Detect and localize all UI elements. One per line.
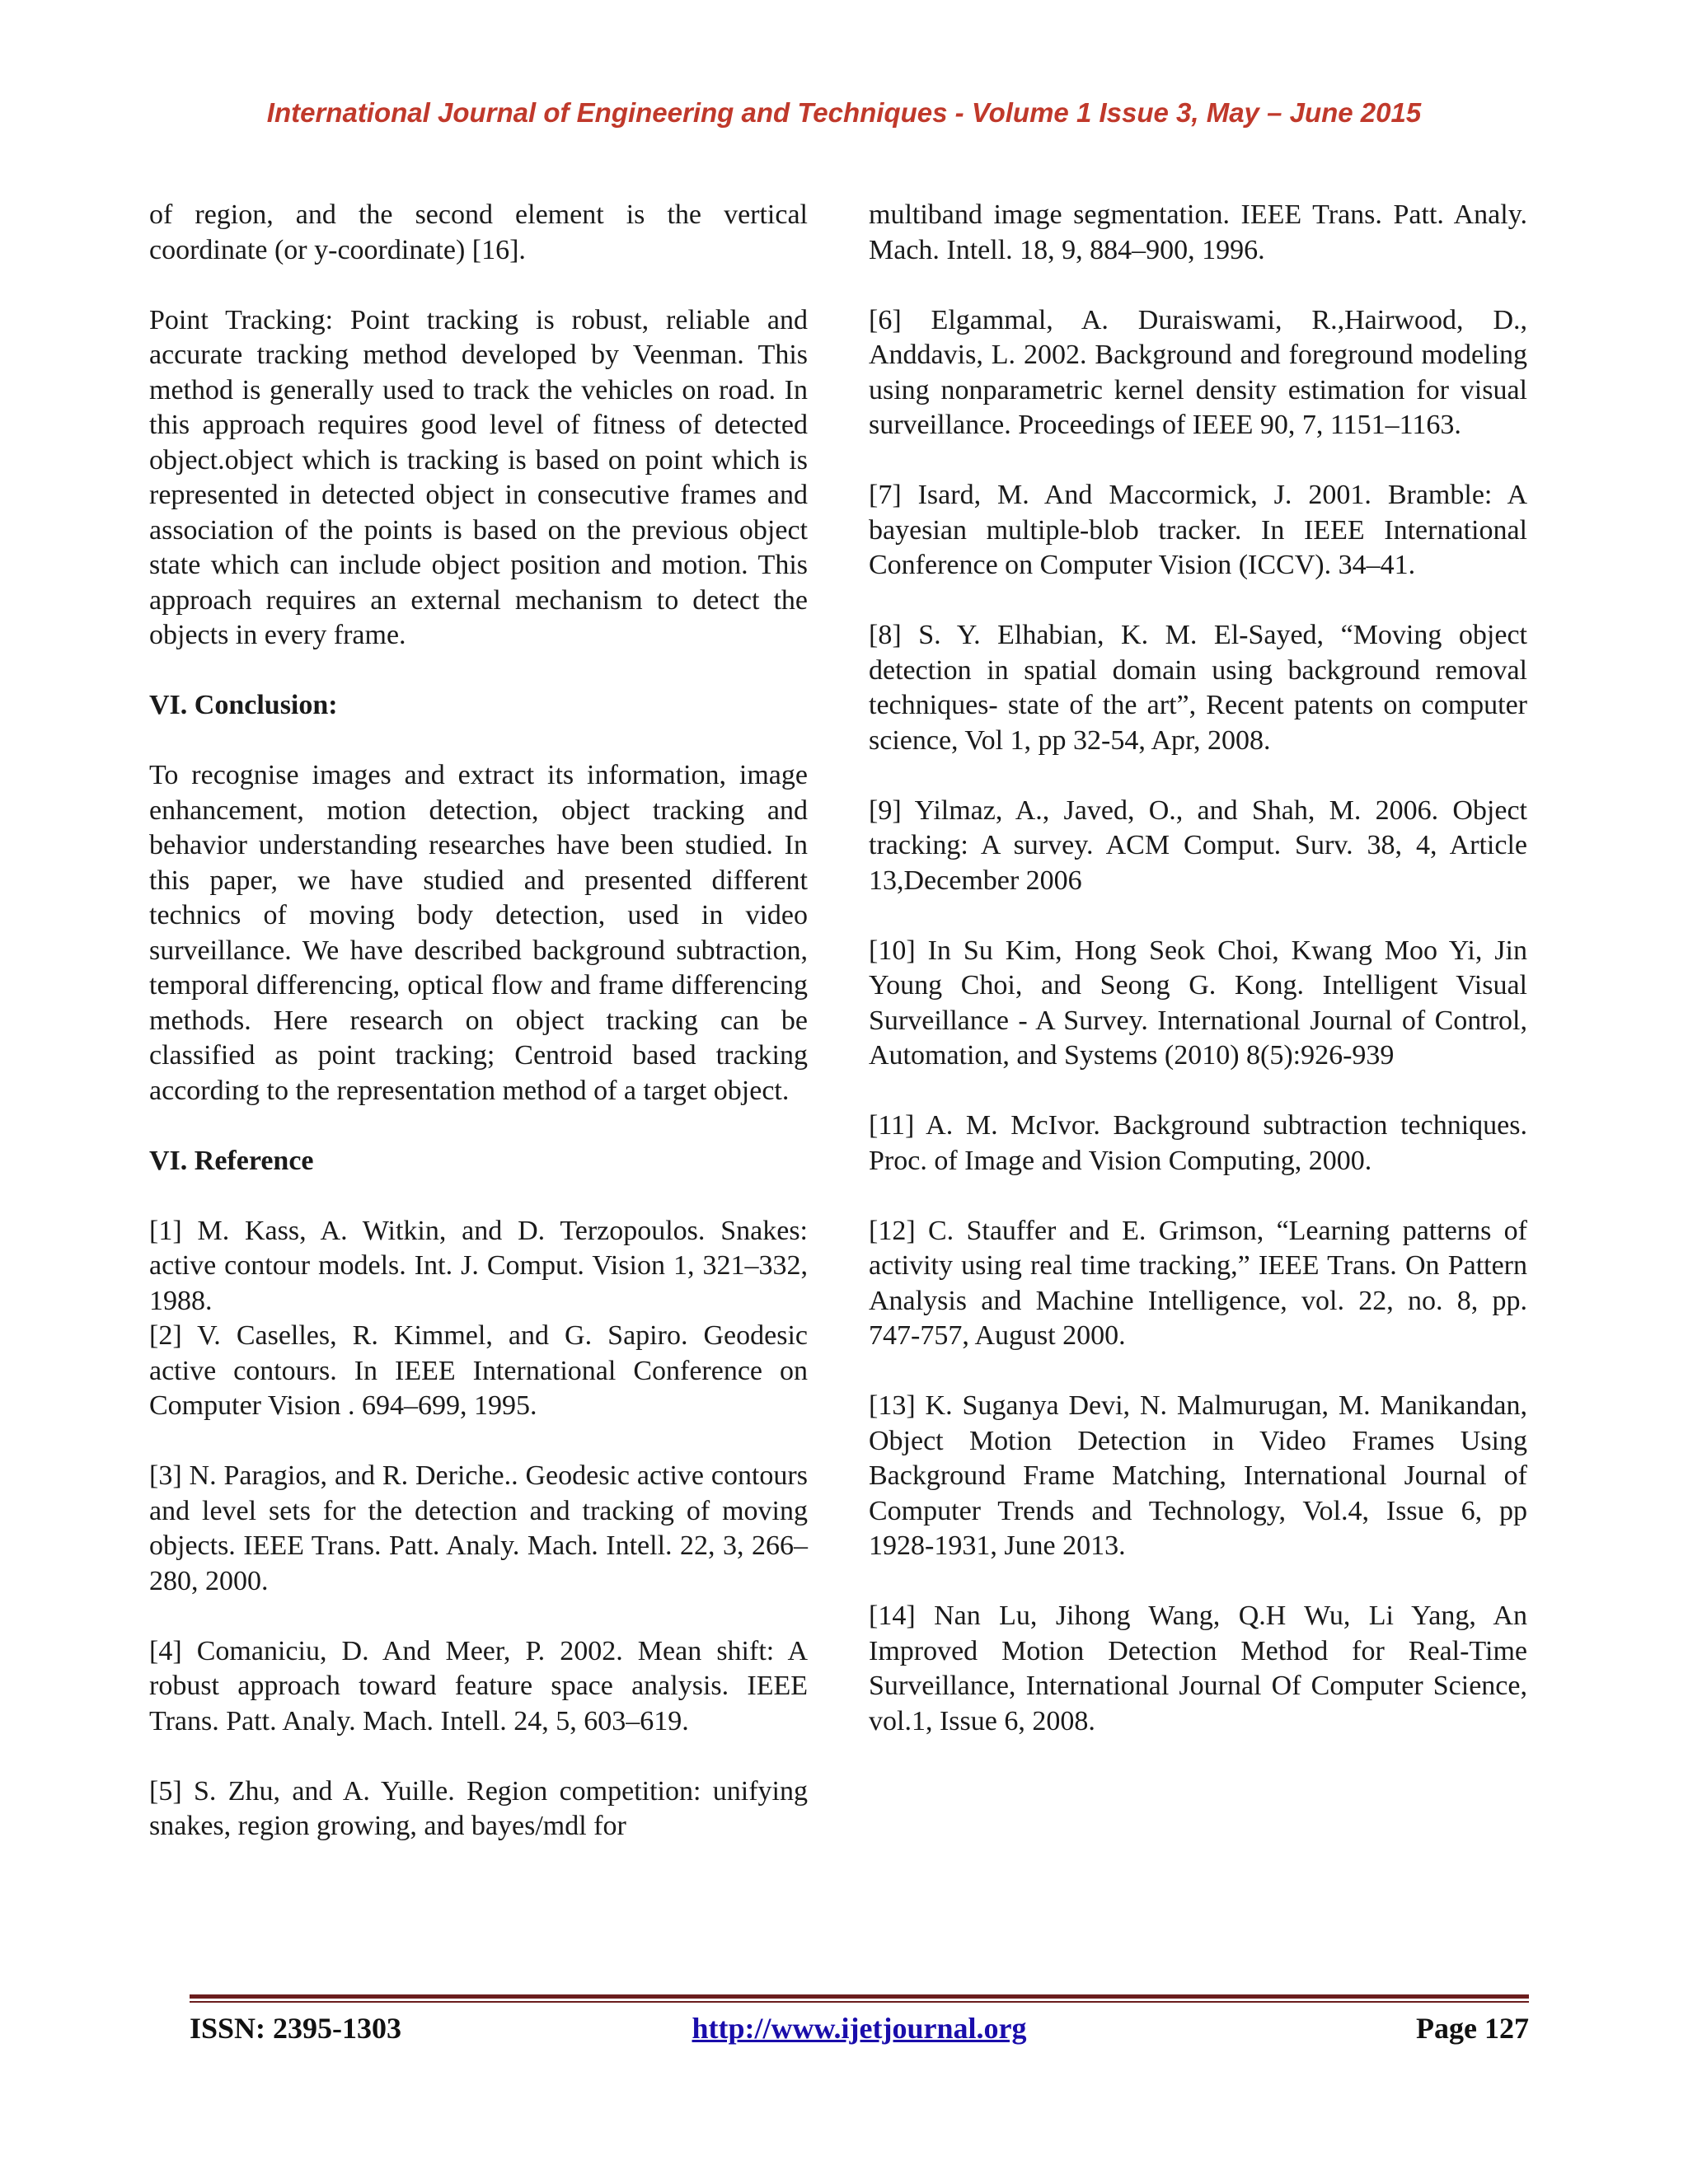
journal-url-container (190, 2011, 1529, 2046)
reference-item: [10] In Su Kim, Hong Seok Choi, Kwang Moo Yi, Jin Young Choi, and Seong G. Kong. Intelligent Visual Surveillance - A Survey. International Journal of Control, Automation, and Systems (2010) 8(5):926-939 (869, 935, 1527, 1071)
reference-item: [6] Elgammal, A. Duraiswami, R.,Hairwood, D., Anddavis, L. 2002. Background and foreground modeling using nonparametric kernel density estimation for visual surveillance. Proceedings of IEEE 90, 7, 1151–1163. (869, 304, 1527, 440)
paragraph-point-tracking: Point Tracking: Point tracking is robust, reliable and accurate tracking method developed by Veenman. This method is generally used to track the vehicles on road. In this approach requires good level of fitness of detected object.object which is tracking is based on point which is represented in detected object in consecutive frames and association of the points is based on the previous object state which can include object position and motion. This approach requires an external mechanism to detect the objects in every frame. (149, 304, 808, 650)
reference-item-continuation: multiband image segmentation. IEEE Trans. Patt. Analy. Mach. Intell. 18, 9, 884–900, 1996. (869, 199, 1527, 265)
reference-item: [8] S. Y. Elhabian, K. M. El-Sayed, “Moving object detection in spatial domain using background removal techniques- state of the art”, Recent patents on computer science, Vol 1, pp 32-54, Apr, 2008. (869, 620, 1527, 756)
issn-label: ISSN: 2395-1303 (190, 2012, 402, 2045)
paragraph-region-continuation: of region, and the second element is the vertical coordinate (or y-coordinate) [16]. (149, 199, 808, 265)
footer-rule-thin (190, 2001, 1529, 2003)
reference-item: [1] M. Kass, A. Witkin, and D. Terzopoulos. Snakes: active contour models. Int. J. Comput. Vision 1, 321–332, 1988. (149, 1215, 808, 1316)
footer-rule-thick (190, 1994, 1529, 1999)
reference-item: [3] N. Paragios, and R. Deriche.. Geodesic active contours and level sets for the detection and tracking of moving objects. IEEE Trans. Patt. Analy. Mach. Intell. 22, 3, 266–280, 2000. (149, 1460, 808, 1596)
reference-item: [7] Isard, M. And Maccormick, J. 2001. Bramble: A bayesian multiple-blob tracker. In IEEE International Conference on Computer Vision (ICCV). 34–41. (869, 480, 1527, 580)
reference-item: [13] K. Suganya Devi, N. Malmurugan, M. Manikandan, Object Motion Detection in Video Frames Using Background Frame Matching, International Journal of Computer Trends and Technology, Vol.4, Issue 6, pp 1928-1931, June 2013. (869, 1390, 1527, 1561)
page-footer (190, 2011, 1529, 2052)
reference-item: [4] Comaniciu, D. And Meer, P. 2002. Mean shift: A robust approach toward feature space analysis. IEEE Trans. Patt. Analy. Mach. Intell. 24, 5, 603–619. (149, 1635, 808, 1736)
reference-item: [11] A. M. McIvor. Background subtraction techniques. Proc. of Image and Vision Computing, 2000. (869, 1110, 1527, 1176)
conclusion-heading: VI. Conclusion: (149, 690, 338, 720)
reference-heading: VI. Reference (149, 1145, 314, 1176)
reference-item: [5] S. Zhu, and A. Yuille. Region competition: unifying snakes, region growing, and bayes/mdl for (149, 1775, 808, 1841)
journal-header: International Journal of Engineering and Techniques - Volume 1 Issue 3, May – June 2015 (266, 97, 1422, 128)
conclusion-paragraph: To recognise images and extract its information, image enhancement, motion detection, object tracking and behavior understanding researches have been studied. In this paper, we have studied and presented different technics of moving body detection, used in video surveillance. We have described background subtraction, temporal differencing, optical flow and frame differencing methods. Here research on object tracking can be classified as point tracking; Centroid based tracking according to the representation method of a target object. (149, 760, 808, 1106)
left-column (149, 198, 808, 1879)
page-number: Page 127 (1416, 2012, 1529, 2045)
right-column (869, 198, 1527, 1774)
journal-url-link[interactable]: http://www.ijetjournal.org (692, 2012, 1027, 2045)
reference-item: [14] Nan Lu, Jihong Wang, Q.H Wu, Li Yang, An Improved Motion Detection Method for Real-Time Surveillance, International Journal Of Computer Science, vol.1, Issue 6, 2008. (869, 1601, 1527, 1736)
reference-item: [9] Yilmaz, A., Javed, O., and Shah, M. 2006. Object tracking: A survey. ACM Comput. Surv. 38, 4, Article 13,December 2006 (869, 794, 1527, 896)
reference-item: [2] V. Caselles, R. Kimmel, and G. Sapiro. Geodesic active contours. In IEEE International Conference on Computer Vision . 694–699, 1995. (149, 1320, 808, 1421)
reference-item: [12] C. Stauffer and E. Grimson, “Learning patterns of activity using real time tracking,” IEEE Trans. On Pattern Analysis and Machine Intelligence, vol. 22, no. 8, pp. 747-757, August 2000. (869, 1215, 1527, 1351)
